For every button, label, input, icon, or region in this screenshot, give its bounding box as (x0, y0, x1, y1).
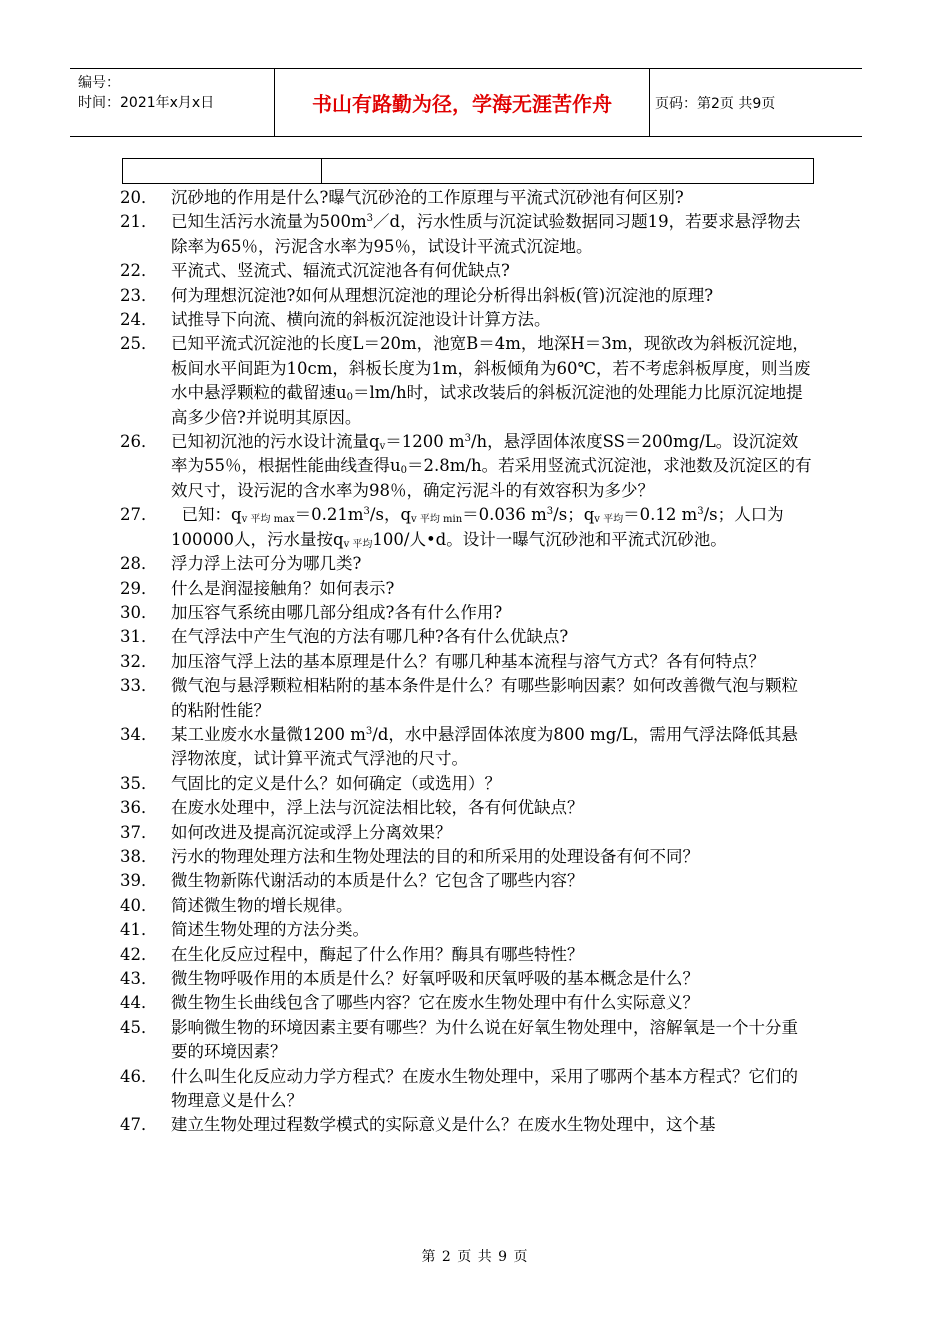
question-text: ／d，污水性质与沉淀试验数据同习题19，若要求悬浮物去除率为65％，污泥含水率为95％，试设计平流式沉淀地。 (171, 212, 801, 256)
question-number: 37． (120, 822, 158, 842)
serial-label: 编号： (78, 75, 120, 91)
question-item (120, 577, 812, 601)
question-text: 微生物生长曲线包含了哪些内容？它在废水生物处理中有什么实际意义？ (171, 993, 699, 1013)
superscript: 3 (365, 725, 373, 737)
question-text: 何为理想沉淀池?如何从理想沉淀池的理论分析得出斜板(管)沉淀池的原理? (171, 285, 714, 305)
question-text: 某工业废水水量微1200 m (171, 724, 366, 744)
question-text: 微生物新陈代谢活动的本质是什么？它包含了哪些内容？ (171, 871, 584, 891)
time-label: 时间：2021年x月x日 (78, 95, 215, 111)
question-text: /s；q (553, 505, 595, 525)
header-divider (649, 69, 650, 136)
question-text: ＝0.036 m (462, 505, 547, 525)
empty-table-row (122, 158, 814, 184)
question-text: ＝1200 m (385, 432, 465, 452)
question-text: ＝0.12 m (623, 505, 698, 525)
subscript: v 平均 min (411, 514, 463, 526)
question-text: 在气浮法中产生气泡的方法有哪几种?各有什么优缺点? (171, 627, 569, 647)
question-item (120, 967, 812, 991)
question-number: 24． (120, 310, 158, 330)
question-text: 已知生活污水流量为500m (171, 212, 367, 232)
question-item (120, 503, 812, 552)
question-text: 微生物呼吸作用的本质是什么？好氧呼吸和厌氧呼吸的基本概念是什么？ (171, 969, 699, 988)
question-number: 38． (120, 846, 158, 866)
question-text: 什么是润湿接触角？如何表示? (171, 578, 395, 598)
table-cell-divider (321, 159, 322, 183)
question-number: 28． (120, 554, 158, 574)
question-text: /h，悬浮固体浓度SS＝200mg/L。设沉淀效率为55％，根据性能曲线查得u (171, 432, 799, 476)
question-number: 42． (120, 944, 158, 964)
question-text: 加压溶气浮上法的基本原理是什么？有哪几种基本流程与溶气方式？各有何特点？ (171, 651, 765, 671)
question-item (120, 821, 812, 845)
superscript: 3 (363, 506, 370, 518)
question-item (120, 723, 812, 772)
superscript: 3 (366, 213, 374, 225)
superscript: 3 (546, 506, 554, 518)
question-text: ＝0.21m (294, 505, 364, 525)
question-number: 39． (120, 871, 158, 891)
subscript: 0 (400, 465, 407, 477)
question-number: 46． (120, 1066, 158, 1086)
question-number: 40． (120, 895, 158, 915)
question-number: 35． (120, 773, 158, 793)
question-number: 43． (120, 969, 158, 988)
question-text: 建立生物处理过程数学模式的实际意义是什么？在废水生物处理中，这个基 (171, 1115, 716, 1135)
question-item (120, 625, 812, 649)
superscript: 3 (697, 506, 704, 518)
subscript: v (379, 441, 386, 453)
question-item (120, 772, 812, 796)
question-text: 已知初沉池的污水设计流量q (171, 432, 380, 452)
question-text: 浮力浮上法可分为哪几类? (171, 554, 362, 574)
question-number: 36． (120, 798, 158, 818)
question-item (120, 943, 812, 967)
question-text: 气固比的定义是什么？如何确定（或选用）？ (171, 773, 501, 793)
question-item (120, 430, 812, 503)
header-motto: 书山有路勤为径，学海无涯苦作舟 (312, 92, 612, 116)
question-item (120, 332, 812, 430)
question-item (120, 1113, 812, 1137)
question-text: 已知平流式沉淀池的长度L＝20m，池宽B＝4m，地深H＝3m，现欲改为斜板沉淀地，板间水平间距为10cm，斜板长度为1m，斜板倾角为60℃，若不考虑斜板厚度，则当废水中悬浮颗粒的截留速u (171, 334, 811, 403)
question-text: 平流式、竖流式、辐流式沉淀池各有何优缺点? (171, 261, 510, 281)
question-number: 34． (120, 724, 158, 744)
question-text: 影响微生物的环境因素主要有哪些？为什么说在好氧生物处理中，溶解氧是一个十分重要的环境因素？ (171, 1017, 798, 1062)
question-text: 如何改进及提高沉淀或浮上分离效果？ (171, 822, 452, 842)
question-number: 29． (120, 578, 158, 598)
question-item (120, 210, 812, 259)
question-item (120, 1065, 812, 1114)
question-number: 33． (120, 676, 158, 696)
question-number: 45． (120, 1017, 158, 1037)
question-text: 微气泡与悬浮颗粒相粘附的基本条件是什么？有哪些影响因素？如何改善微气泡与颗粒的粘附性能？ (171, 676, 798, 720)
question-text: /s；人口为100000人，污水量按q (171, 505, 784, 549)
question-text: 试推导下向流、横向流的斜板沉淀池设计计算方法。 (171, 310, 551, 330)
header-page-number: 页码：第2页 共9页 (655, 95, 776, 112)
question-text: 100/人•d。设计一曝气沉砂池和平流式沉砂池。 (372, 529, 727, 549)
question-item (120, 1016, 812, 1065)
question-number: 47． (120, 1115, 158, 1135)
question-text: 沉砂地的作用是什么?曝气沉砂沧的工作原理与平流式沉砂池有何区别? (171, 188, 684, 207)
question-text: 污水的物理处理方法和生物处理法的目的和所采用的处理设备有何不同？ (171, 846, 699, 866)
question-text: ＝lm/h时，试求改装后的斜板沉淀池的处理能力比原沉淀地提高多少倍?并说明其原因。 (171, 383, 803, 427)
question-item (120, 796, 812, 820)
subscript: v 平均 (343, 538, 373, 550)
question-number: 32． (120, 651, 158, 671)
question-item (120, 674, 812, 723)
question-text: /s，q (369, 505, 412, 525)
question-list (120, 186, 812, 1138)
question-text: /d，水中悬浮固体浓度为800 mg/L，需用气浮法降低其悬浮物浓度，试计算平流式气浮池的尺寸。 (171, 724, 798, 769)
question-item (120, 601, 812, 625)
question-item (120, 259, 812, 283)
page-header (70, 68, 862, 137)
question-item (120, 869, 812, 893)
header-meta (78, 73, 274, 133)
question-number: 44． (120, 993, 158, 1013)
question-item (120, 308, 812, 332)
question-number: 25． (120, 334, 158, 354)
question-item (120, 918, 812, 942)
question-number: 30． (120, 602, 158, 622)
subscript: v 平均 (594, 514, 624, 526)
question-item (120, 284, 812, 308)
question-number: 20． (120, 188, 158, 207)
question-number: 27． (120, 505, 158, 525)
question-text: ＝2.8m/h。若采用竖流式沉淀池，求池数及沉淀区的有效尺寸，设污泥的含水率为98％，确定污泥斗的有效容积为多少？ (171, 456, 812, 500)
question-item (120, 650, 812, 674)
subscript: 0 (346, 392, 354, 404)
question-item (120, 845, 812, 869)
question-text: 在生化反应过程中，酶起了什么作用？酶具有哪些特性？ (171, 944, 584, 964)
question-number: 22． (120, 261, 158, 281)
question-number: 26． (120, 432, 158, 452)
question-text: 简述微生物的增长规律。 (171, 895, 353, 915)
question-text: 简述生物处理的方法分类。 (171, 920, 369, 940)
question-item (120, 894, 812, 918)
question-number: 23． (120, 285, 158, 305)
question-text: 已知：q (171, 505, 242, 525)
question-text: 在废水处理中，浮上法与沉淀法相比较，各有何优缺点？ (171, 798, 584, 818)
question-item (120, 552, 812, 576)
question-item (120, 186, 812, 210)
question-item (120, 991, 812, 1015)
question-number: 31． (120, 627, 158, 647)
question-number: 41． (120, 920, 158, 940)
question-text: 加压容气系统由哪几部分组成?各有什么作用? (171, 602, 503, 622)
question-text: 什么叫生化反应动力学方程式？在废水生物处理中，采用了哪两个基本方程式？它们的物理意义是什么？ (171, 1066, 798, 1111)
page-footer: 第 2 页 共 9 页 (421, 1249, 529, 1265)
superscript: 3 (464, 433, 471, 445)
question-number: 21． (120, 212, 158, 232)
subscript: v 平均 max (241, 514, 295, 526)
